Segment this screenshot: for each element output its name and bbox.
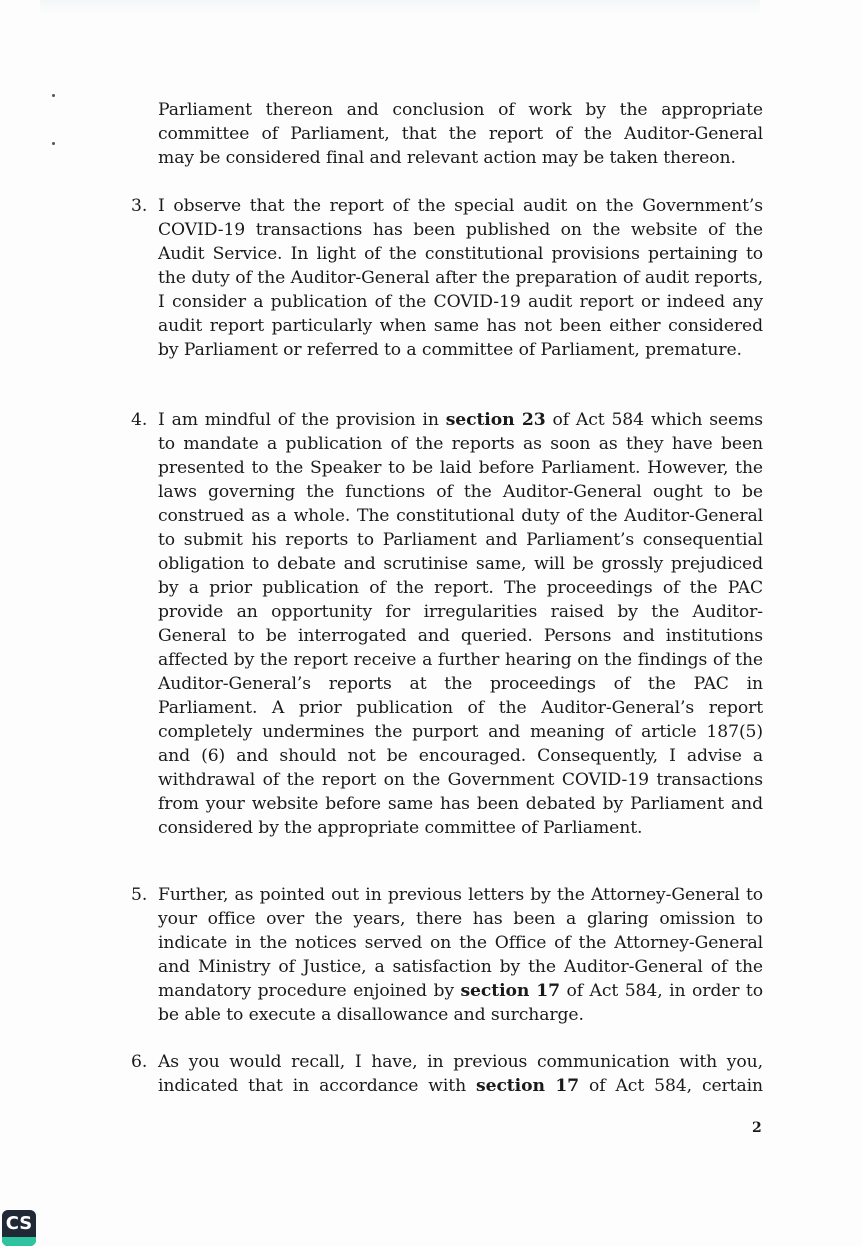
paragraph-number: 3.: [131, 196, 148, 216]
text-segment: As you would recall, I have, in previous communication with you, indicated that in accordance with: [158, 1052, 763, 1096]
bold-reference: section 17: [460, 981, 561, 1001]
text-segment: Further, as pointed out in previous letters by the Attorney-General to your office over the years, there has been a glaring omission to indicate in the notices served on the Office of the Attorney-General and Ministry of Justice, a satisfaction by the Auditor-General of the mandatory procedure enjoined by: [158, 885, 763, 1001]
text-segment: of Act 584, certain: [579, 1076, 763, 1096]
bold-reference: section 23: [445, 410, 546, 430]
text-segment: I am mindful of the provision in: [158, 410, 446, 430]
logo-text: CS: [5, 1213, 33, 1234]
paragraph-text: [158, 408, 763, 840]
paragraph-number: 5.: [131, 885, 148, 905]
paragraph-text: [158, 883, 763, 1027]
paragraph-number: 6.: [131, 1052, 148, 1072]
scan-edge-artifact: [40, 0, 760, 14]
text-line: may be considered final and relevant action may be taken thereon.: [158, 148, 736, 168]
text-segment: I observe that the report of the special audit on the Government’s COVID-19 transactions has been published on the website of the Audit Service. In light of the constitutional provisions pertaining to the duty of the Auditor-General after the preparation of audit reports, I consider a publication of the COVID-19 audit report or indeed any audit report particularly when same has not been either considered by Parliament or referred to a committee of Parliament, premature.: [158, 196, 763, 360]
paragraph-text: [158, 194, 763, 362]
paragraph-4: [131, 408, 763, 840]
scan-speck: [52, 94, 55, 97]
logo-accent-band: [2, 1237, 36, 1246]
paragraph-continuation: [158, 98, 763, 170]
bold-reference: section 17: [476, 1076, 580, 1096]
text-segment: of Act 584, in order to be able to execute a disallowance and surcharge.: [158, 981, 763, 1025]
paragraph-5: [131, 883, 763, 1027]
text-line: committee of Parliament, that the report of the Auditor-General: [158, 124, 763, 144]
text-segment: of Act 584 which seems to mandate a publication of the reports as soon as they have been presented to the Speaker to be laid before Parliament. However, the laws governing the functions of the Auditor-General ought to be construed as a whole. The constitutional duty of the Auditor-General to submit his reports to Parliament and Parliament’s consequential obligation to debate and scrutinise same, will be grossly prejudiced by a prior publication of the report. The proceedings of the PAC provide an opportunity for irregularities raised by the Auditor-General to be interrogated and queried. Persons and institutions affected by the report receive a further hearing on the findings of the Auditor-General’s reports at the proceedings of the PAC in Parliament. A prior publication of the Auditor-General’s report completely undermines the purport and meaning of article 187(5) and (6) and should not be encouraged. Consequently, I advise a withdrawal of the report on the Government COVID-19 transactions from your website before same has been debated by Parliament and considered by the appropriate committee of Parliament.: [158, 410, 763, 838]
paragraph-text: [158, 1050, 763, 1098]
scan-speck: [52, 142, 55, 145]
paragraph-6: [131, 1050, 763, 1098]
paragraph-3: [131, 194, 763, 362]
paragraph-number: 4.: [131, 410, 148, 430]
text-line: Parliament thereon and conclusion of work by the appropriate: [158, 100, 763, 120]
page-number: 2: [752, 1120, 762, 1136]
camscanner-logo-icon: [2, 1210, 36, 1246]
